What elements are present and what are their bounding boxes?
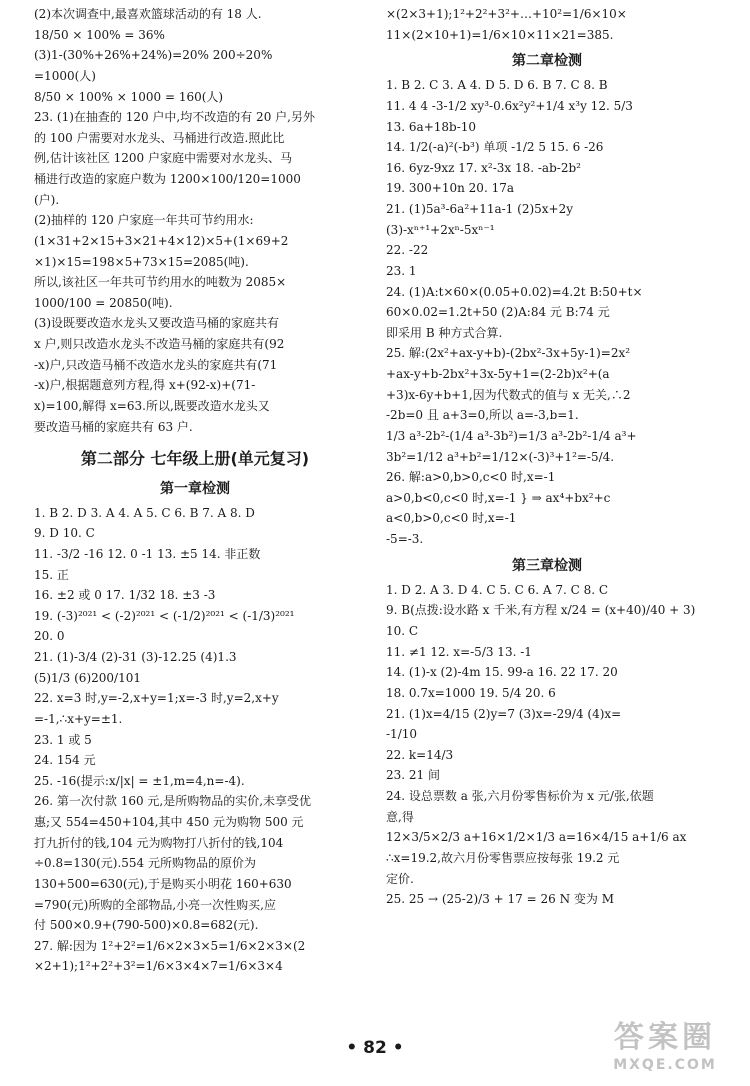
answer-line: a>0,b<0,c<0 时,x=-1 } ⇒ ax⁴+bx²+c	[386, 490, 611, 505]
answer-line: 要改造马桶的家庭共有 63 户.	[34, 419, 193, 434]
answer-line: 23. 1 或 5	[34, 732, 92, 747]
answer-line: ×1)×15=198×5+73×15=2085(吨).	[34, 254, 249, 269]
answer-line: 23. 1	[386, 263, 417, 278]
answer-line: 即采用 B 种方式合算.	[386, 325, 503, 340]
answer-line: 例,估计该社区 1200 户家庭中需要对水龙头、马	[34, 151, 292, 166]
answer-line: 24. 设总票数 a 张,六月份零售标价为 x 元/张,依题	[386, 789, 654, 804]
answer-line: (2)本次调查中,最喜欢篮球活动的有 18 人.	[34, 7, 262, 21]
answer-line: 19. (-3)²⁰²¹ < (-2)²⁰²¹ < (-1/2)²⁰²¹ < (-1/3)²⁰²¹	[34, 608, 295, 623]
watermark-bottom-text: MXQE.COM	[613, 1057, 717, 1073]
answer-line: 1/3 a³-2b²-(1/4 a³-3b²)=1/3 a³-2b²-1/4 a³+	[386, 428, 637, 443]
answer-line: 23. 21 间	[386, 768, 440, 783]
answer-line: 18/50 × 100% = 36%	[34, 27, 165, 42]
answer-line: 10. C	[386, 624, 419, 639]
answer-line: -2b=0 且 a+3=0,所以 a=-3,b=1.	[386, 408, 579, 423]
answer-line: 21. (1)5a³-6a²+11a-1 (2)5x+2y	[386, 202, 574, 217]
left-column	[34, 4, 356, 1034]
answer-line: 14. 1/2(-a)²(-b³) 单项 -1/2 5 15. 6 -26	[386, 140, 604, 155]
answer-line: 18. 0.7x=1000 19. 5/4 20. 6	[386, 685, 556, 700]
answer-line: 16. 6yz-9xz 17. x²-3x 18. -ab-2b²	[386, 160, 581, 175]
answer-line: -1/10	[386, 727, 418, 742]
answer-line: 11. -3/2 -16 12. 0 -1 13. ±5 14. 非正数	[34, 546, 261, 561]
answer-line: 27. 解:因为 1²+2²=1/6×2×3×5=1/6×2×3×(2	[34, 938, 306, 953]
answer-line: 所以,该社区一年共可节约用水的吨数为 2085×	[34, 275, 287, 290]
answer-line: 的 100 户需要对水龙头、马桶进行改造.照此比	[34, 130, 285, 145]
answer-line: 9. D 10. C	[34, 526, 95, 541]
answer-line: 26. 解:a>0,b>0,c<0 时,x=-1	[386, 470, 556, 485]
answer-line: 25. 解:(2x²+ax-y+b)-(2bx²-3x+5y-1)=2x²	[386, 346, 631, 361]
answer-line: 24. (1)A:t×60×(0.05+0.02)=4.2t B:50+t×	[386, 284, 643, 299]
right-column	[386, 4, 708, 1004]
part-heading: 第二部分 七年级上册(单元复习)	[80, 449, 310, 469]
section-heading-chapter-2: 第二章检测	[512, 53, 582, 70]
answer-line: 22. -22	[386, 243, 429, 258]
answer-line: 21. (1)-3/4 (2)-31 (3)-12.25 (4)1.3	[34, 650, 237, 665]
answer-line: 付 500×0.9+(790-500)×0.8=682(元).	[34, 918, 259, 933]
answer-line: 11. 4 4 -3-1/2 xy³-0.6x²y²+1/4 x³y 12. 5/3	[386, 98, 633, 113]
answer-line: 60×0.02=1.2t+50 (2)A:84 元 B:74 元	[386, 305, 610, 320]
answer-line: 8/50 × 100% × 1000 = 160(人)	[34, 89, 224, 104]
answer-line: x)=100,解得 x=63.所以,既要改造水龙头又	[34, 398, 270, 413]
answer-line: +ax-y+b-2bx²+3x-5y+1=(2-2b)x²+(a	[386, 367, 610, 382]
answer-line: ÷0.8=130(元).554 元所购物品的原价为	[34, 856, 256, 871]
answer-line: (2)抽样的 120 户家庭一年共可节约用水:	[34, 213, 254, 228]
answer-line: 130+500=630(元),于是购买小明花 160+630	[34, 876, 292, 891]
answer-line: 22. k=14/3	[386, 747, 454, 762]
answer-line: 14. (1)-x (2)-4m 15. 99-a 16. 22 17. 20	[386, 665, 618, 680]
answer-line: (3)-xⁿ⁺¹+2xⁿ-5xⁿ⁻¹	[386, 222, 495, 237]
answer-line: (户).	[34, 192, 60, 207]
answer-line: x 户,则只改造水龙头不改造马桶的家庭共有(92	[34, 337, 285, 351]
answer-line: 25. -16(提示:x/|x| = ±1,m=4,n=-4).	[34, 773, 245, 788]
answer-line: 9. B(点拨:设水路 x 千米,有方程 x/24 = (x+40)/40 + 3)	[386, 603, 696, 618]
answer-line: 23. (1)在抽查的 120 户中,均不改造的有 20 户,另外	[34, 110, 315, 125]
answer-line: 24. 154 元	[34, 753, 96, 768]
answer-line: 定价.	[386, 871, 414, 886]
answer-line: 1. B 2. D 3. A 4. A 5. C 6. B 7. A 8. D	[34, 505, 255, 520]
section-heading-chapter-1: 第一章检测	[160, 480, 230, 497]
answer-line: ×2+1);1²+2²+3²=1/6×3×4×7=1/6×3×4	[34, 959, 283, 974]
answer-line: 19. 300+10n 20. 17a	[386, 181, 514, 196]
answer-line: 15. 正	[34, 567, 69, 582]
answer-line: 20. 0	[34, 629, 65, 644]
answer-line: 22. x=3 时,y=-2,x+y=1;x=-3 时,y=2,x+y	[34, 691, 279, 706]
answer-line: 21. (1)x=4/15 (2)y=7 (3)x=-29/4 (4)x=	[386, 706, 622, 721]
answer-line: +3)x-6y+b+1,因为代数式的值与 x 无关,∴2	[386, 387, 631, 402]
answer-line: (3)1-(30%+26%+24%)=20% 200÷20%	[34, 48, 273, 63]
answer-line: 11. ≠1 12. x=-5/3 13. -1	[386, 644, 532, 659]
answer-line: (1×31+2×15+3×21+4×12)×5+(1×69+2	[34, 233, 289, 248]
answer-line: 1. B 2. C 3. A 4. D 5. D 6. B 7. C 8. B	[386, 78, 608, 93]
answer-line: ×(2×3+1);1²+2²+3²+…+10²=1/6×10×	[386, 7, 627, 21]
answer-line: 25. 25 → (25-2)/3 + 17 = 26 N 变为 M	[386, 892, 614, 907]
answer-line: 11×(2×10+1)=1/6×10×11×21=385.	[386, 27, 614, 42]
answer-line: 意,得	[386, 809, 414, 824]
answer-line: =790(元)所购的全部物品,小亮一次性购买,应	[34, 897, 276, 912]
answer-line: 1000/100 = 20850(吨).	[34, 295, 173, 310]
page-number: • 82 •	[346, 1038, 404, 1058]
answer-line: =-1,∴x+y=±1.	[34, 711, 123, 726]
answer-line: 12×3/5×2/3 a+16×1/2×1/3 a=16×4/15 a+1/6 ax	[386, 830, 687, 845]
answer-line: (3)设既要改造水龙头又要改造马桶的家庭共有	[34, 316, 279, 331]
answer-line: 3b²=1/12 a³+b²=1/12×(-3)³+1²=-5/4.	[386, 449, 615, 464]
answer-line: a<0,b>0,c<0 时,x=-1	[386, 511, 517, 526]
answer-line: 1. D 2. A 3. D 4. C 5. C 6. A 7. C 8. C	[386, 582, 609, 597]
answer-line: 13. 6a+18b-10	[386, 119, 477, 134]
answer-line: -x)户,根据题意列方程,得 x+(92-x)+(71-	[34, 378, 256, 393]
answer-line: -5=-3.	[386, 532, 424, 547]
answer-line: ∴x=19.2,故六月份零售票应按每张 19.2 元	[386, 850, 620, 865]
section-heading-chapter-3: 第三章检测	[512, 557, 582, 574]
answer-line: (5)1/3 (6)200/101	[34, 670, 141, 685]
answer-line: =1000(人)	[34, 68, 96, 83]
answer-line: 桶进行改造的家庭户数为 1200×100/120=1000	[34, 172, 301, 186]
watermark-logo	[590, 1020, 740, 1082]
watermark-top-text: 答案圈	[614, 1020, 716, 1055]
answer-line: 打九折付的钱,104 元为购物打八折付的钱,104	[34, 835, 284, 850]
answer-line: 16. ±2 或 0 17. 1/32 18. ±3 -3	[34, 588, 216, 603]
answer-line: 26. 第一次付款 160 元,是所购物品的实价,未享受优	[34, 794, 312, 809]
answer-line: -x)户,只改造马桶不改造水龙头的家庭共有(71	[34, 357, 278, 372]
answer-line: 惠;又 554=450+104,其中 450 元为购物 500 元	[34, 815, 304, 830]
